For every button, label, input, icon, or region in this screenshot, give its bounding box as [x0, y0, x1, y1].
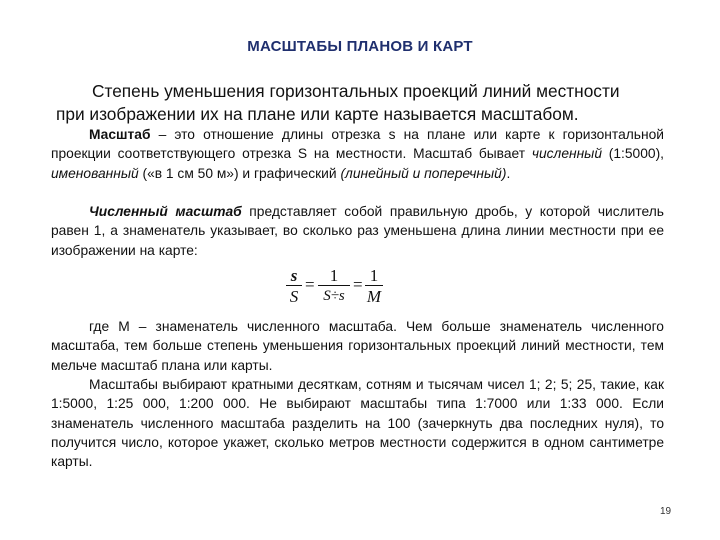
scale-definition-paragraph: [51, 125, 664, 183]
page-title: МАСШТАБЫ ПЛАНОВ И КАРТ: [247, 38, 473, 55]
fraction-s-over-S: [286, 266, 302, 307]
lead-line-1: Степень уменьшения горизонтальных проекций линий местности: [92, 81, 620, 101]
denominator-paragraph: где М – знаменатель численного масштаба. Чем больше знаменатель численного масштаба, тем больше степень уменьшения горизонтальных проекций линий местности, тем мельче масштаб плана или карты.: [51, 319, 664, 373]
p1-text-1: – это отношение длины отрезка s на плане или карте к горизонтальной проекции соответствующего отрезка S на местности. Масштаб бывает: [51, 127, 664, 162]
p2-text-1: представляет собой правильную дробь, у которой числитель равен 1, а знаменатель указывает, во сколько раз уменьшена длина линии местности при ее изображении на карте:: [51, 204, 664, 258]
fraction-3-numerator: 1: [369, 266, 379, 285]
p1-text-3: («в 1 см 50 м») и графический: [138, 165, 341, 181]
scale-formula: [286, 266, 386, 311]
fraction-1-numerator: s: [290, 266, 298, 285]
fraction-3-denominator: M: [366, 287, 382, 306]
numeric-scale-paragraph: [51, 202, 664, 260]
term-numeric: численный: [531, 146, 603, 162]
p1-text-2: (1:5000),: [602, 146, 664, 162]
fraction-2-numerator: 1: [329, 266, 339, 285]
lead-line-2: при изображении их на плане или карте называется масштабом.: [56, 104, 579, 124]
equals-sign-1: =: [305, 275, 315, 294]
term-numeric-scale: Численный масштаб: [89, 204, 242, 219]
page-number: 19: [660, 506, 672, 517]
equals-sign-2: =: [353, 275, 363, 294]
lead-definition: [56, 80, 664, 126]
fraction-1-over-M: [365, 266, 383, 307]
fraction-1-denominator: S: [289, 287, 299, 306]
term-scale: Масштаб: [89, 127, 151, 142]
scale-choice-paragraph: Масштабы выбирают кратными десяткам, сотням и тысячам чисел 1; 2; 5; 25, такие, как 1:5000, 1:25 000, 1:200 000. Не выбирают масштабы типа 1:7000 или 1:33 000. Если знаменатель численного масштаба разделить на 100 (зачеркнуть два последних нуля), то получится число, которое укажет, сколько метров местности содержится в одном сантиметре карты.: [51, 377, 664, 470]
fraction-2-denominator: S÷s: [323, 288, 345, 304]
p1-text-4: .: [506, 165, 511, 181]
term-graphic: (линейный и поперечный): [340, 165, 507, 181]
term-named: именованный: [51, 165, 139, 181]
fraction-1-over-S-div-s: [318, 266, 350, 307]
